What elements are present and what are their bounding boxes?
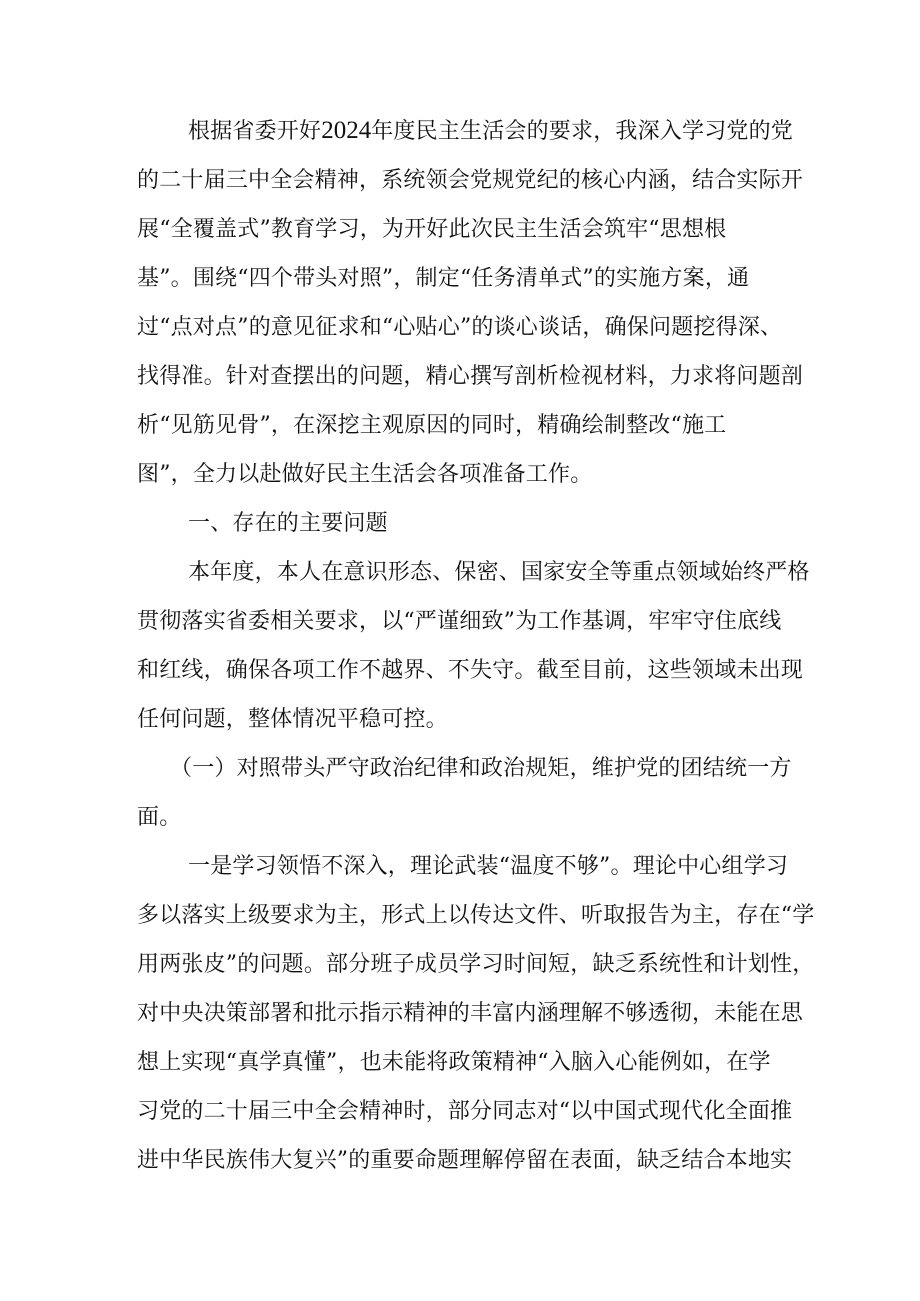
paragraph-problem-line-3: 用两张皮”的问题。部分班子成员学习时间短，缺乏系统性和计划性， [137, 952, 815, 977]
text-segment: 根据省委开好 [188, 119, 322, 144]
paragraph-intro-line-1 [188, 116, 793, 147]
paragraph-problem-line-4: 对中央决策部署和批示指示精神的丰富内涵理解不够透彻，未能在思 [137, 1001, 804, 1026]
subsection-heading-line-1: （一）对照带头严守政治纪律和政治规矩，维护党的团结统一方 [170, 756, 792, 781]
paragraph-intro-line-6: 找得准。针对查摆出的问题，精心撰写剖析检视材料，力求将问题剖 [137, 364, 804, 389]
paragraph-status-line-4: 任何问题，整体情况平稳可控。 [137, 707, 448, 732]
section-heading: 一、存在的主要问题 [188, 511, 388, 536]
paragraph-problem-line-1: 一是学习领悟不深入，理论武装“温度不够”。理论中心组学习 [188, 854, 789, 879]
paragraph-problem-line-7: 进中华民族伟大复兴”的重要命题理解停留在表面，缺乏结合本地实 [137, 1148, 793, 1173]
year-number: 2024 [321, 117, 372, 144]
paragraph-intro-line-5: 过“点对点”的意见征求和“心贴心”的谈心谈话，确保问题挖得深、 [137, 315, 783, 340]
paragraph-intro-line-8: 图”，全力以赴做好民主生活会各项准备工作。 [137, 462, 593, 487]
paragraph-intro-line-4: 基”。围绕“四个带头对照”，制定“任务清单式”的实施方案，通 [137, 266, 750, 291]
subsection-heading-line-2: 面。 [137, 805, 182, 830]
paragraph-problem-line-6: 习党的二十届三中全会精神时，部分同志对“以中国式现代化全面推 [137, 1099, 793, 1124]
paragraph-status-line-3: 和红线，确保各项工作不越界、不失守。截至目前，这些领域未出现 [137, 658, 804, 683]
paragraph-problem-line-5: 想上实现“真学真懂”，也未能将政策精神“入脑入心能例如，在学 [137, 1050, 771, 1075]
paragraph-intro-line-7: 析“见筋见骨”，在深挖主观原因的同时，精确绘制整改“施工 [137, 413, 727, 438]
paragraph-status-line-2: 贯彻落实省委相关要求，以“严谨细致”为工作基调，牢牢守住底线 [137, 609, 782, 634]
paragraph-status-line-1: 本年度，本人在意识形态、保密、国家安全等重点领域始终严格 [188, 560, 810, 585]
text-segment: 年度民主生活会的要求，我深入学习党的党 [371, 119, 794, 144]
paragraph-intro-line-2: 的二十届三中全会精神，系统领会党规党纪的核心内涵，结合实际开 [137, 168, 804, 193]
paragraph-problem-line-2: 多以落实上级要求为主，形式上以传达文件、听取报告为主，存在“学 [137, 903, 815, 928]
paragraph-intro-line-3: 展“全覆盖式”教育学习，为开好此次民主生活会筑牢“思想根 [137, 217, 727, 242]
